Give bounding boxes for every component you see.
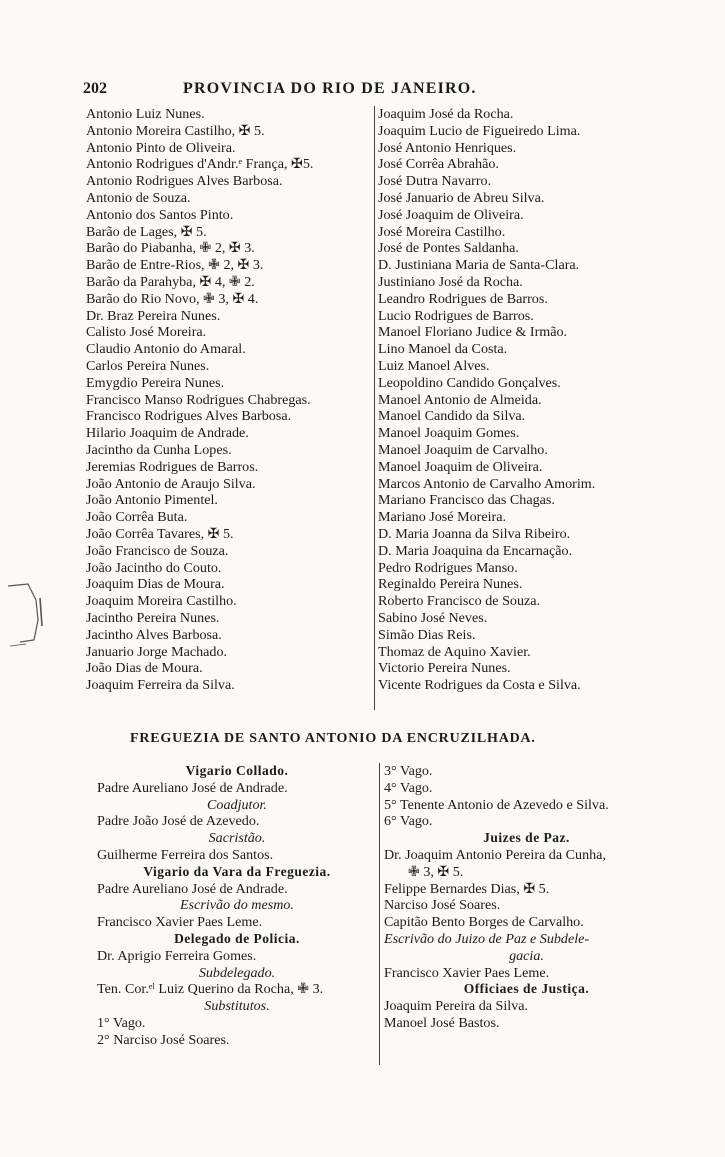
name-left-entry: Joaquim Dias de Moura.	[86, 576, 225, 593]
name-left-entry: Antonio Rodrigues Alves Barbosa.	[86, 173, 283, 190]
name-right-entry: José Corrêa Abrahão.	[378, 156, 499, 173]
name-left-entry: João Antonio de Araujo Silva.	[86, 475, 256, 492]
name-left-entry: Antonio dos Santos Pinto.	[86, 206, 234, 223]
juiz-1-line2: ✙ 3, ✠ 5.	[408, 863, 464, 880]
name-left-entry: Joaquim Ferreira da Silva.	[86, 677, 235, 694]
name-left-entry: Jeremias Rodrigues de Barros.	[86, 458, 259, 475]
name-right-entry: Mariano José Moreira.	[378, 509, 506, 526]
name-left-entry: Barão da Parahyba, ✠ 4, ✙ 2.	[86, 273, 255, 290]
name-right-entry: Victorio Pereira Nunes.	[378, 660, 511, 677]
name-left-entry: João Corrêa Tavares, ✠ 5.	[86, 525, 234, 542]
substituto-2: 2° Narciso José Soares.	[97, 1031, 230, 1048]
name-right-entry: José Moreira Castilho.	[378, 223, 506, 240]
name-right-entry: José Januario de Abreu Silva.	[378, 189, 545, 206]
name-right-entry: José Dutra Navarro.	[378, 173, 492, 190]
escrivao-name: Francisco Xavier Paes Leme.	[97, 914, 263, 931]
name-left-entry: Jacintho Pereira Nunes.	[86, 609, 220, 626]
margin-bracket-mark	[6, 580, 46, 650]
juizes-heading: Juizes de Paz.	[483, 830, 570, 846]
sacristao-name: Guilherme Ferreira dos Santos.	[97, 846, 274, 863]
name-left-entry: Hilario Joaquim de Andrade.	[86, 425, 249, 442]
parish-column-right	[379, 763, 669, 1065]
name-left-entry: João Antonio Pimentel.	[86, 492, 218, 509]
page-number: 202	[83, 80, 107, 97]
page-title: PROVINCIA DO RIO DE JANEIRO.	[183, 80, 477, 97]
name-right-entry: Joaquim Lucio de Figueiredo Lima.	[378, 122, 581, 139]
name-right-entry: Manoel Antonio de Almeida.	[378, 391, 542, 408]
delegado-heading: Delegado de Policia.	[174, 930, 300, 946]
name-right-entry: Pedro Rodrigues Manso.	[378, 559, 518, 576]
page-header	[83, 80, 643, 104]
official-2: Manoel José Bastos.	[384, 1014, 500, 1031]
substituto-5: 5° Tenente Antonio de Azevedo e Silva.	[384, 796, 609, 813]
vara-heading: Vigario da Vara da Freguezia.	[143, 863, 331, 879]
name-right-entry: Manoel Joaquim Gomes.	[378, 425, 520, 442]
name-left-entry: João Dias de Moura.	[86, 660, 203, 677]
substitutos-heading: Substitutos.	[204, 998, 270, 1015]
name-right-entry: Sabino José Neves.	[378, 609, 488, 626]
name-left-entry: Antonio de Souza.	[86, 189, 191, 206]
name-left-entry: Carlos Pereira Nunes.	[86, 357, 210, 374]
name-left-entry: Antonio Rodrigues d'Andr.ᵉ França, ✠5.	[86, 156, 314, 173]
vara-name: Padre Aureliano José de Andrade.	[97, 880, 288, 897]
official-1: Joaquim Pereira da Silva.	[384, 998, 529, 1015]
juiz-3: Narciso José Soares.	[384, 897, 501, 914]
name-right-entry: Roberto Francisco de Souza.	[378, 593, 541, 610]
name-left-entry: Francisco Manso Rodrigues Chabregas.	[86, 391, 311, 408]
name-left-entry: Joaquim Moreira Castilho.	[86, 593, 237, 610]
name-right-entry: Justiniano José da Rocha.	[378, 273, 523, 290]
name-right-entry: D. Maria Joanna da Silva Ribeiro.	[378, 525, 571, 542]
name-right-entry: Luiz Manoel Alves.	[378, 357, 490, 374]
name-left-entry: Januario Jorge Machado.	[86, 643, 228, 660]
juiz-4: Capitão Bento Borges de Carvalho.	[384, 914, 584, 931]
escrivao-juizo-line2: gacia.	[509, 947, 544, 964]
substituto-4: 4° Vago.	[384, 779, 433, 796]
name-right-entry: Reginaldo Pereira Nunes.	[378, 576, 523, 593]
coadjutor-name: Padre João José de Azevedo.	[97, 813, 260, 830]
name-left-entry: Antonio Moreira Castilho, ✠ 5.	[86, 122, 265, 139]
name-right-entry: D. Maria Joaquina da Encarnação.	[378, 542, 573, 559]
officiaes-heading: Officiaes de Justiça.	[463, 981, 590, 997]
name-right-entry: Lino Manoel da Costa.	[378, 341, 508, 358]
name-right-entry: Leopoldino Candido Gonçalves.	[378, 374, 561, 391]
substituto-1: 1° Vago.	[97, 1014, 146, 1031]
name-left-entry: Jacintho Alves Barbosa.	[86, 626, 222, 643]
name-right-entry: Thomaz de Aquino Xavier.	[378, 643, 531, 660]
substituto-3: 3° Vago.	[384, 763, 433, 779]
name-left-entry: Emygdio Pereira Nunes.	[86, 374, 225, 391]
name-left-entry: Antonio Luiz Nunes.	[86, 106, 205, 122]
vigario-name: Padre Aureliano José de Andrade.	[97, 779, 288, 796]
name-left-entry: Barão de Lages, ✠ 5.	[86, 223, 207, 240]
delegado-name: Dr. Aprigio Ferreira Gomes.	[97, 947, 257, 964]
name-left-entry: Antonio Pinto de Oliveira.	[86, 139, 236, 156]
name-right-entry: Manoel Candido da Silva.	[378, 408, 526, 425]
name-left-entry: Barão do Piabanha, ✙ 2, ✠ 3.	[86, 240, 255, 257]
name-right-entry: Vicente Rodrigues da Costa e Silva.	[378, 677, 581, 694]
name-left-entry: Barão de Entre-Rios, ✙ 2, ✠ 3.	[86, 257, 264, 274]
name-left-entry: Calisto José Moreira.	[86, 324, 207, 341]
section-title: FREGUEZIA DE SANTO ANTONIO DA ENCRUZILHADA.	[130, 731, 536, 746]
subdelegado-heading: Subdelegado.	[198, 964, 276, 981]
parish-column-left	[97, 763, 377, 1049]
name-right-entry: Manoel Joaquim de Oliveira.	[378, 458, 543, 475]
name-right-entry: Simão Dias Reis.	[378, 626, 476, 643]
coadjutor-heading: Coadjutor.	[207, 796, 267, 813]
substituto-6: 6° Vago.	[384, 813, 433, 830]
escrivao-juizo-name: Francisco Xavier Paes Leme.	[384, 964, 550, 981]
name-right-entry: Manoel Floriano Judice & Irmão.	[378, 324, 568, 341]
name-right-entry: Leandro Rodrigues de Barros.	[378, 290, 548, 307]
name-left-entry: Barão do Rio Novo, ✙ 3, ✠ 4.	[86, 290, 259, 307]
name-left-entry: João Francisco de Souza.	[86, 542, 229, 559]
name-left-entry: João Jacintho do Couto.	[86, 559, 222, 576]
escrivao-heading: Escrivão do mesmo.	[180, 897, 294, 914]
name-right-entry: José Joaquim de Oliveira.	[378, 206, 524, 223]
juiz-2: Felippe Bernardes Dias, ✠ 5.	[384, 880, 550, 897]
names-column-right	[374, 106, 663, 710]
name-right-entry: Mariano Francisco das Chagas.	[378, 492, 555, 509]
name-left-entry: João Corrêa Buta.	[86, 509, 188, 526]
name-right-entry: Manoel Joaquim de Carvalho.	[378, 441, 548, 458]
name-right-entry: José Antonio Henriques.	[378, 139, 517, 156]
name-left-entry: Dr. Braz Pereira Nunes.	[86, 307, 221, 324]
name-left-entry: Jacintho da Cunha Lopes.	[86, 441, 232, 458]
names-column-left	[86, 106, 371, 694]
name-right-entry: José de Pontes Saldanha.	[378, 240, 519, 257]
name-right-entry: Joaquim José da Rocha.	[378, 106, 514, 122]
vigario-heading: Vigario Collado.	[185, 763, 289, 778]
name-right-entry: Lucio Rodrigues de Barros.	[378, 307, 534, 324]
subdelegado-name: Ten. Cor.ᵉˡ Luiz Querino da Rocha, ✙ 3.	[97, 981, 324, 998]
escrivao-juizo-line1: Escrivão do Juizo de Paz e Subdele-	[384, 930, 590, 947]
sacristao-heading: Sacristão.	[208, 830, 266, 847]
name-left-entry: Francisco Rodrigues Alves Barbosa.	[86, 408, 292, 425]
name-left-entry: Claudio Antonio do Amaral.	[86, 341, 246, 358]
name-right-entry: Marcos Antonio de Carvalho Amorim.	[378, 475, 596, 492]
juiz-1-line1: Dr. Joaquim Antonio Pereira da Cunha,	[384, 846, 606, 863]
name-right-entry: D. Justiniana Maria de Santa-Clara.	[378, 257, 580, 274]
